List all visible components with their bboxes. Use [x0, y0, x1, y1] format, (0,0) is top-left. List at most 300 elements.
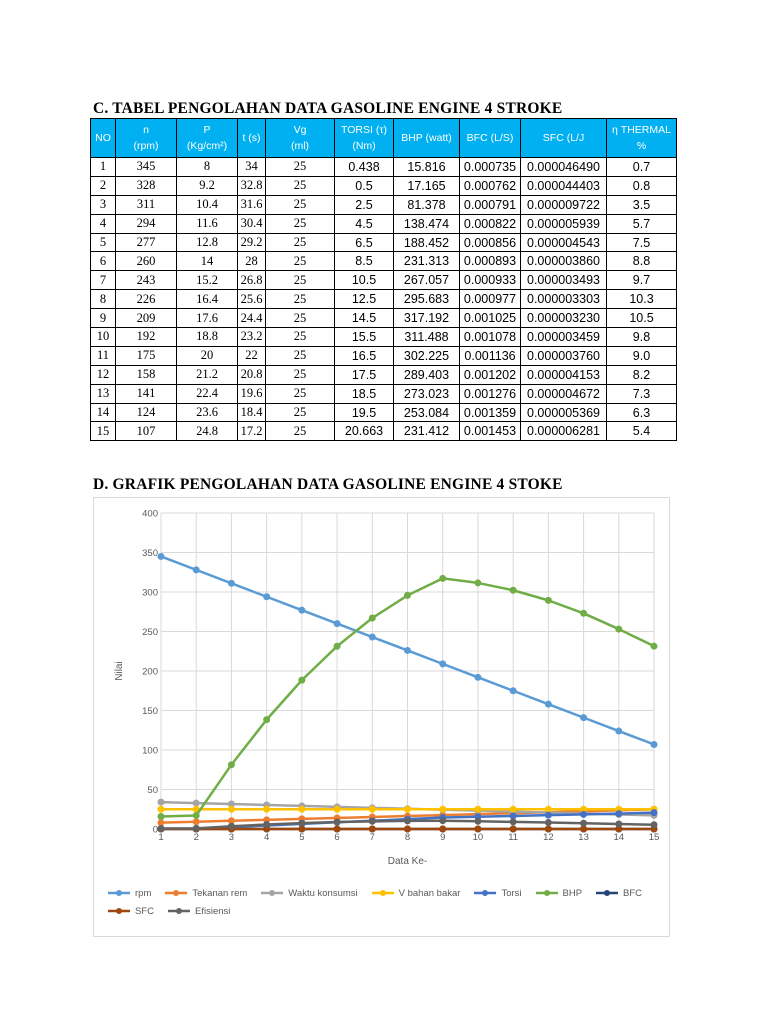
table-cell: 188.452: [394, 233, 460, 252]
table-cell: 0.438: [335, 158, 394, 177]
table-cell: 25: [266, 195, 335, 214]
table-cell: 81.378: [394, 195, 460, 214]
data-point: [158, 820, 164, 826]
legend-item: [474, 886, 521, 900]
table-cell: 6.3: [607, 403, 677, 422]
table-row: [91, 158, 677, 177]
legend-label: rpm: [135, 887, 152, 899]
table-cell: 14: [91, 403, 116, 422]
data-point: [545, 826, 551, 832]
table-cell: 20.8: [238, 365, 266, 384]
data-point: [369, 818, 375, 824]
data-point: [510, 806, 516, 812]
column-header-label: n: [143, 124, 149, 136]
data-table: [90, 118, 677, 441]
data-point: [334, 643, 340, 649]
data-point: [193, 819, 199, 825]
table-cell: 25: [266, 214, 335, 233]
table-cell: 8.2: [607, 365, 677, 384]
chart-canvas: [94, 498, 671, 938]
table-cell: 209: [116, 309, 177, 328]
table-cell: 25: [266, 290, 335, 309]
legend-label: Tekanan rem: [192, 887, 248, 899]
legend-swatch: [261, 889, 283, 897]
data-point: [299, 820, 305, 826]
data-point: [228, 762, 234, 768]
column-header: [394, 119, 460, 158]
data-point: [440, 575, 446, 581]
table-cell: 0.000735: [460, 158, 521, 177]
table-cell: 2: [91, 176, 116, 195]
x-tick-label: 9: [440, 832, 446, 843]
x-tick-label: 15: [648, 832, 660, 843]
legend-label: Torsi: [501, 887, 522, 899]
table-cell: 0.001136: [460, 346, 521, 365]
table-row: [91, 328, 677, 347]
table-cell: 9.0: [607, 346, 677, 365]
table-cell: 10.5: [607, 309, 677, 328]
table-cell: 25: [266, 365, 335, 384]
table-cell: 19.6: [238, 384, 266, 403]
table-cell: 5.7: [607, 214, 677, 233]
table-heading: C. TABEL PENGOLAHAN DATA GASOLINE ENGINE 4 STROKE: [93, 100, 563, 117]
data-point: [299, 677, 305, 683]
y-tick-label: 350: [142, 548, 158, 559]
table-cell: 10.5: [335, 271, 394, 290]
data-point: [158, 806, 164, 812]
table-row: [91, 346, 677, 365]
table-cell: 10.3: [607, 290, 677, 309]
column-header-label: SFC (L/J: [542, 132, 585, 144]
table-cell: 14: [177, 252, 238, 271]
table-cell: 226: [116, 290, 177, 309]
data-point: [616, 821, 622, 827]
data-point: [299, 806, 305, 812]
column-header: [460, 119, 521, 158]
table-cell: 0.000003230: [521, 309, 607, 328]
data-point: [158, 814, 164, 820]
table-cell: 25: [266, 271, 335, 290]
table-cell: 0.000046490: [521, 158, 607, 177]
legend-label: BHP: [562, 887, 583, 899]
table-cell: 0.000005369: [521, 403, 607, 422]
chart-legend: [108, 886, 658, 918]
table-cell: 0.000003303: [521, 290, 607, 309]
column-header-label: t (s): [242, 132, 261, 144]
table-cell: 267.057: [394, 271, 460, 290]
table-cell: 25: [266, 422, 335, 441]
table-cell: 0.000933: [460, 271, 521, 290]
data-point: [334, 806, 340, 812]
chart-heading: D. GRAFIK PENGOLAHAN DATA GASOLINE ENGINE 4 STOKE: [93, 476, 563, 493]
column-header-unit: %: [636, 140, 647, 152]
table-cell: 24.4: [238, 309, 266, 328]
table-row: [91, 195, 677, 214]
column-header-label: BFC (L/S): [466, 132, 514, 144]
legend-swatch: [108, 907, 130, 915]
x-tick-label: 13: [578, 832, 589, 843]
table-cell: 25: [266, 252, 335, 271]
column-header-label: BHP (watt): [401, 132, 452, 144]
data-point: [193, 825, 199, 831]
table-cell: 20: [177, 346, 238, 365]
table-row: [91, 214, 677, 233]
legend-swatch: [474, 889, 496, 897]
table-cell: 22.4: [177, 384, 238, 403]
table-cell: 0.000003760: [521, 346, 607, 365]
data-point: [510, 813, 516, 819]
x-tick-label: 7: [369, 832, 375, 843]
table-cell: 0.000856: [460, 233, 521, 252]
data-point: [193, 567, 199, 573]
y-tick-label: 400: [142, 508, 158, 520]
data-point: [228, 580, 234, 586]
y-tick-label: 50: [147, 785, 158, 796]
table-cell: 17.2: [238, 422, 266, 441]
y-tick-label: 100: [142, 745, 158, 757]
table-cell: 0.8: [607, 176, 677, 195]
table-cell: 15.816: [394, 158, 460, 177]
table-cell: 328: [116, 176, 177, 195]
table-cell: 11.6: [177, 214, 238, 233]
data-point: [545, 701, 551, 707]
x-tick-label: 12: [543, 832, 554, 843]
data-point: [264, 594, 270, 600]
table-cell: 107: [116, 422, 177, 441]
table-cell: 0.000006281: [521, 422, 607, 441]
table-cell: 25: [266, 309, 335, 328]
table-cell: 231.412: [394, 422, 460, 441]
table-cell: 311.488: [394, 328, 460, 347]
data-point: [651, 643, 657, 649]
data-point: [228, 806, 234, 812]
data-point: [651, 810, 657, 816]
data-point: [475, 806, 481, 812]
y-tick-label: 0: [152, 824, 158, 836]
x-tick-label: 2: [193, 832, 199, 843]
table-cell: 34: [238, 158, 266, 177]
table-cell: 23.6: [177, 403, 238, 422]
x-tick-label: 5: [299, 832, 305, 843]
table-cell: 260: [116, 252, 177, 271]
table-cell: 3.5: [607, 195, 677, 214]
y-tick-label: 150: [142, 706, 158, 717]
column-header-unit: (ml): [290, 140, 310, 152]
table-cell: 26.8: [238, 271, 266, 290]
table-cell: 19.5: [335, 403, 394, 422]
table-cell: 12.5: [335, 290, 394, 309]
y-tick-label: 250: [142, 627, 158, 638]
table-header-row: [91, 119, 677, 158]
data-point: [581, 811, 587, 817]
table-cell: 25.6: [238, 290, 266, 309]
table-cell: 0.001025: [460, 309, 521, 328]
table-cell: 23.2: [238, 328, 266, 347]
table-cell: 0.000044403: [521, 176, 607, 195]
table-cell: 138.474: [394, 214, 460, 233]
line-chart: [93, 497, 670, 937]
legend-swatch: [108, 889, 130, 897]
x-tick-label: 6: [334, 832, 340, 843]
table-cell: 8: [91, 290, 116, 309]
legend-swatch: [165, 889, 187, 897]
data-point: [158, 825, 164, 831]
table-cell: 22: [238, 346, 266, 365]
table-cell: 25: [266, 158, 335, 177]
table-cell: 0.001078: [460, 328, 521, 347]
x-tick-label: 14: [613, 832, 625, 843]
legend-label: SFC: [135, 905, 154, 917]
data-point: [193, 812, 199, 818]
data-point: [510, 819, 516, 825]
table-cell: 6: [91, 252, 116, 271]
table-cell: 158: [116, 365, 177, 384]
table-cell: 12: [91, 365, 116, 384]
table-cell: 4.5: [335, 214, 394, 233]
table-row: [91, 365, 677, 384]
column-header: [266, 119, 335, 158]
table-cell: 25: [266, 346, 335, 365]
data-point: [334, 621, 340, 627]
legend-swatch: [168, 907, 190, 915]
data-point: [545, 812, 551, 818]
table-cell: 0.000004543: [521, 233, 607, 252]
data-point: [545, 806, 551, 812]
data-point: [369, 806, 375, 812]
table-cell: 8.8: [607, 252, 677, 271]
data-point: [581, 715, 587, 721]
table-cell: 31.6: [238, 195, 266, 214]
x-tick-label: 4: [263, 832, 270, 843]
data-point: [651, 741, 657, 747]
data-point: [228, 823, 234, 829]
table-cell: 295.683: [394, 290, 460, 309]
column-header: [91, 119, 116, 158]
table-cell: 0.000004672: [521, 384, 607, 403]
table-cell: 317.192: [394, 309, 460, 328]
table-cell: 1: [91, 158, 116, 177]
table-cell: 141: [116, 384, 177, 403]
column-header: [335, 119, 394, 158]
table-cell: 294: [116, 214, 177, 233]
x-axis-title: Data Ke-: [387, 856, 428, 867]
data-point: [510, 688, 516, 694]
data-point: [545, 820, 551, 826]
table-body: [91, 158, 677, 441]
table-cell: 289.403: [394, 365, 460, 384]
data-point: [475, 826, 481, 832]
column-header-unit: (Kg/cm²): [186, 140, 228, 152]
table-cell: 7: [91, 271, 116, 290]
table-row: [91, 422, 677, 441]
table-cell: 231.313: [394, 252, 460, 271]
table-row: [91, 252, 677, 271]
table-cell: 0.000003860: [521, 252, 607, 271]
column-header-label: P: [203, 124, 211, 136]
table-cell: 25: [266, 403, 335, 422]
legend-item: [168, 904, 230, 918]
table-cell: 10.4: [177, 195, 238, 214]
table-cell: 10: [91, 328, 116, 347]
table-cell: 21.2: [177, 365, 238, 384]
table-cell: 28: [238, 252, 266, 271]
data-point: [651, 822, 657, 828]
data-point: [616, 728, 622, 734]
table-cell: 6.5: [335, 233, 394, 252]
table-row: [91, 403, 677, 422]
table-cell: 9.2: [177, 176, 238, 195]
table-cell: 175: [116, 346, 177, 365]
y-tick-label: 200: [142, 666, 158, 678]
x-tick-label: 10: [472, 832, 484, 843]
table-cell: 273.023: [394, 384, 460, 403]
x-tick-label: 8: [404, 832, 411, 843]
table-cell: 11: [91, 346, 116, 365]
data-point: [616, 626, 622, 632]
table-cell: 124: [116, 403, 177, 422]
table-cell: 24.8: [177, 422, 238, 441]
data-point: [405, 826, 411, 832]
legend-swatch: [372, 889, 394, 897]
data-point: [299, 607, 305, 613]
legend-item: [596, 886, 642, 900]
data-point: [440, 806, 446, 812]
data-point: [299, 826, 305, 832]
data-point: [510, 826, 516, 832]
legend-item: [261, 886, 357, 900]
column-header: [238, 119, 266, 158]
data-point: [264, 821, 270, 827]
data-point: [334, 826, 340, 832]
legend-swatch: [596, 889, 618, 897]
legend-label: V bahan bakar: [398, 887, 461, 899]
legend-item: [108, 904, 154, 918]
table-cell: 0.001453: [460, 422, 521, 441]
table-cell: 253.084: [394, 403, 460, 422]
column-header-label: Vg: [293, 124, 307, 136]
data-point: [510, 587, 516, 593]
column-header-label: NO: [95, 132, 111, 144]
legend-item: [536, 886, 583, 900]
table-cell: 8.5: [335, 252, 394, 271]
table-cell: 0.5: [335, 176, 394, 195]
table-cell: 0.000003459: [521, 328, 607, 347]
data-point: [475, 674, 481, 680]
table-row: [91, 384, 677, 403]
table-cell: 0.000762: [460, 176, 521, 195]
y-axis-title: Nilai: [114, 661, 125, 681]
table-row: [91, 290, 677, 309]
table-cell: 0.000893: [460, 252, 521, 271]
data-point: [405, 806, 411, 812]
table-cell: 25: [266, 384, 335, 403]
table-cell: 17.6: [177, 309, 238, 328]
column-header-unit: (rpm): [133, 140, 159, 152]
table-row: [91, 309, 677, 328]
table-cell: 25: [266, 328, 335, 347]
table-cell: 0.001359: [460, 403, 521, 422]
table-cell: 13: [91, 384, 116, 403]
data-point: [405, 647, 411, 653]
data-point: [264, 717, 270, 723]
x-tick-label: 1: [158, 832, 164, 843]
table-cell: 0.000005939: [521, 214, 607, 233]
table-cell: 0.000009722: [521, 195, 607, 214]
data-point: [369, 826, 375, 832]
data-point: [334, 819, 340, 825]
table-cell: 5.4: [607, 422, 677, 441]
table-cell: 18.8: [177, 328, 238, 347]
data-point: [616, 811, 622, 817]
data-point: [475, 580, 481, 586]
data-point: [193, 800, 199, 806]
table-cell: 25: [266, 176, 335, 195]
table-cell: 16.5: [335, 346, 394, 365]
table-cell: 3: [91, 195, 116, 214]
column-header: [177, 119, 238, 158]
table-cell: 0.001202: [460, 365, 521, 384]
table-cell: 7.3: [607, 384, 677, 403]
data-point: [405, 592, 411, 598]
table-row: [91, 271, 677, 290]
table-cell: 18.4: [238, 403, 266, 422]
table-row: [91, 233, 677, 252]
table-cell: 18.5: [335, 384, 394, 403]
data-point: [369, 615, 375, 621]
data-point: [581, 610, 587, 616]
table-cell: 0.000004153: [521, 365, 607, 384]
legend-label: Efisiensi: [195, 905, 231, 917]
table-cell: 0.7: [607, 158, 677, 177]
table-cell: 302.225: [394, 346, 460, 365]
table-cell: 15: [91, 422, 116, 441]
data-point: [264, 806, 270, 812]
data-point: [158, 799, 164, 805]
column-header: [607, 119, 677, 158]
table-cell: 16.4: [177, 290, 238, 309]
table-cell: 15.2: [177, 271, 238, 290]
legend-item: [108, 886, 151, 900]
table-cell: 8: [177, 158, 238, 177]
table-cell: 29.2: [238, 233, 266, 252]
table-cell: 192: [116, 328, 177, 347]
table-cell: 0.000003493: [521, 271, 607, 290]
table-cell: 5: [91, 233, 116, 252]
data-point: [581, 826, 587, 832]
x-tick-label: 3: [228, 832, 235, 843]
table-cell: 4: [91, 214, 116, 233]
table-cell: 311: [116, 195, 177, 214]
table-cell: 9.7: [607, 271, 677, 290]
table-cell: 7.5: [607, 233, 677, 252]
data-point: [440, 661, 446, 667]
table-cell: 32.8: [238, 176, 266, 195]
data-point: [440, 826, 446, 832]
data-point: [581, 820, 587, 826]
legend-label: Waktu konsumsi: [288, 887, 358, 899]
table-cell: 243: [116, 271, 177, 290]
table-cell: 0.000822: [460, 214, 521, 233]
column-header-unit: (Nm): [352, 140, 376, 152]
table-cell: 9.8: [607, 328, 677, 347]
data-point: [475, 818, 481, 824]
column-header: [521, 119, 607, 158]
table-row: [91, 176, 677, 195]
y-tick-label: 300: [142, 587, 158, 599]
legend-item: [165, 886, 247, 900]
table-cell: 0.000977: [460, 290, 521, 309]
table-cell: 14.5: [335, 309, 394, 328]
